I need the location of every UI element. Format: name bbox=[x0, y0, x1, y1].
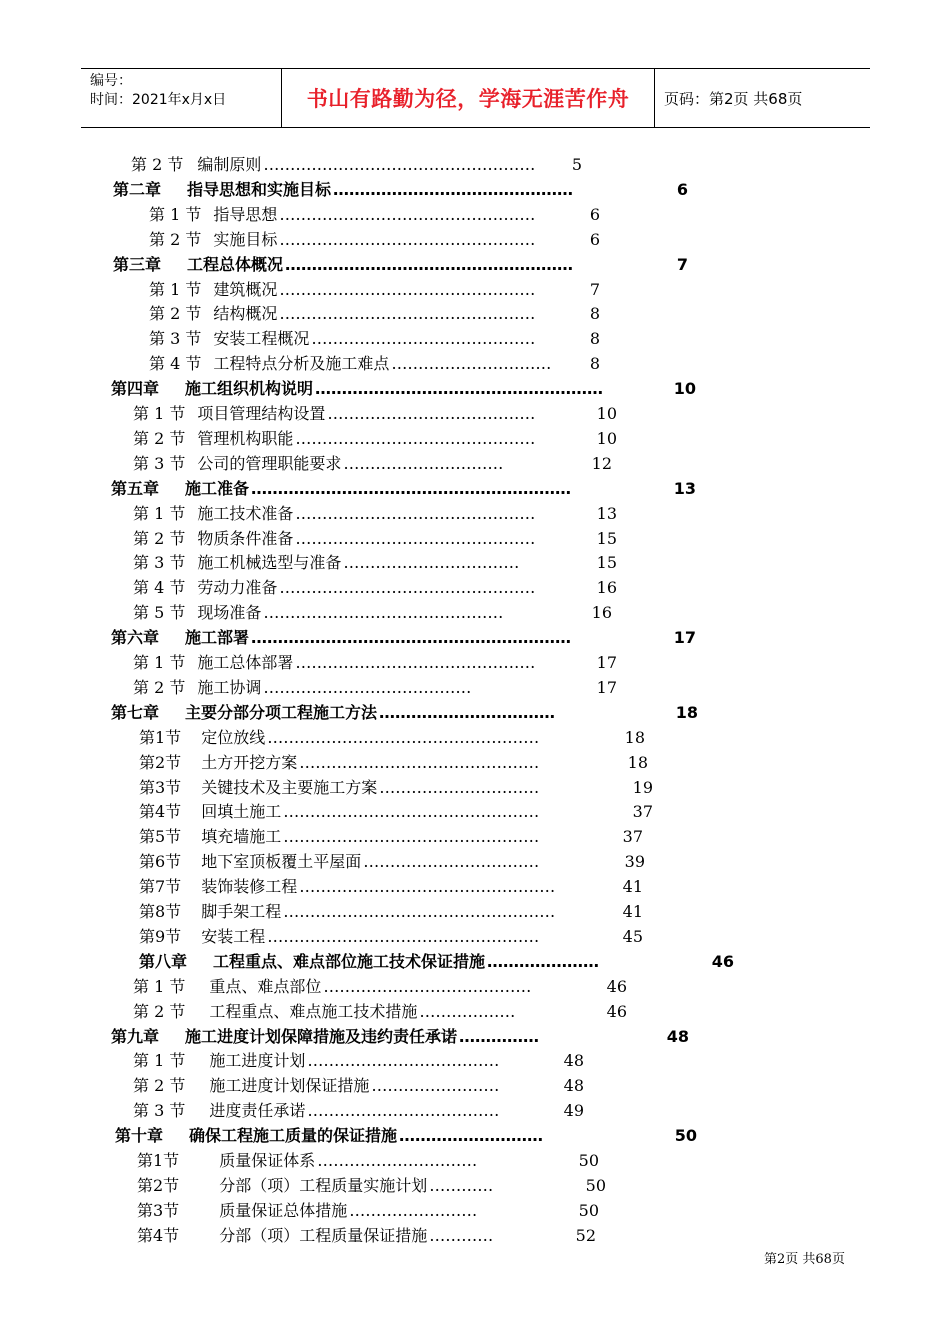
toc-entry-label: 第七章 bbox=[111, 702, 160, 722]
toc-entry-page: 46 bbox=[606, 976, 627, 996]
toc-entry-label: 第1节 bbox=[139, 727, 182, 747]
toc-leader-dots: ……………………………………… bbox=[295, 653, 536, 672]
toc-section-row[interactable] bbox=[149, 277, 600, 302]
toc-entry-page: 49 bbox=[563, 1101, 584, 1121]
toc-entry-label: 第 1 节 bbox=[133, 404, 186, 423]
toc-entry-title: 填充墙施工 bbox=[201, 827, 282, 847]
toc-section-row[interactable] bbox=[133, 675, 617, 700]
toc-entry-page: 16 bbox=[596, 578, 617, 598]
toc-section-row[interactable] bbox=[133, 1048, 584, 1073]
toc-entry-label: 第十章 bbox=[115, 1126, 164, 1146]
toc-entry-page: 50 bbox=[585, 1175, 606, 1195]
toc-entry-label: 第四章 bbox=[111, 379, 160, 399]
toc-entry-title: 分部（项）工程质量保证措施 bbox=[219, 1225, 428, 1245]
toc-entry-title: 地下室顶板覆土平屋面 bbox=[201, 852, 362, 872]
toc-entry-label: 第 1 节 bbox=[133, 503, 186, 523]
toc-entry-title: 项目管理结构设置 bbox=[197, 404, 326, 423]
toc-entry-label: 第三章 bbox=[113, 254, 162, 274]
toc-leader-dots: …………………………………………… bbox=[267, 926, 540, 946]
toc-entry-title: 确保工程施工质量的保证措施 bbox=[189, 1126, 398, 1146]
toc-entry-label: 第4节 bbox=[137, 1225, 180, 1245]
toc-entry-page: 46 bbox=[606, 1001, 627, 1021]
toc-entry-page: 7 bbox=[589, 279, 600, 299]
toc-chapter-row[interactable] bbox=[111, 700, 698, 725]
toc-entry-label: 第五章 bbox=[111, 478, 160, 498]
toc-leader-dots: ………………………………………… bbox=[279, 304, 536, 324]
toc-entry-label: 第 4 节 bbox=[133, 578, 186, 598]
toc-entry-title: 脚手架工程 bbox=[201, 902, 282, 921]
toc-entry-title: 施工总体部署 bbox=[197, 653, 294, 672]
toc-leader-dots: ………………………………… bbox=[327, 404, 536, 423]
toc-section-row[interactable] bbox=[139, 750, 648, 775]
toc-leader-dots: …………………………… bbox=[379, 702, 556, 722]
toc-entry-title: 分部（项）工程质量实施计划 bbox=[219, 1175, 428, 1195]
toc-entry-label: 第 1 节 bbox=[133, 653, 186, 672]
toc-chapter-row[interactable] bbox=[113, 177, 688, 202]
toc-entry-page: 6 bbox=[589, 204, 600, 224]
toc-leader-dots: ………………………… bbox=[343, 453, 504, 473]
toc-leader-dots: …………………… bbox=[349, 1200, 478, 1220]
toc-leader-dots: ………………………………… bbox=[263, 677, 472, 697]
toc-section-row[interactable] bbox=[137, 1173, 606, 1198]
motto: 书山有路勤为径，学海无涯苦作舟 bbox=[306, 87, 630, 111]
toc-entry-label: 第 2 节 bbox=[149, 229, 202, 249]
toc-entry-label: 第 1 节 bbox=[133, 1051, 186, 1071]
toc-entry-page: 18 bbox=[624, 727, 645, 747]
toc-chapter-row[interactable] bbox=[111, 376, 696, 401]
toc-entry-page: 18 bbox=[627, 752, 648, 772]
toc-entry-page: 13 bbox=[673, 478, 696, 498]
toc-section-row[interactable] bbox=[133, 426, 617, 451]
toc-entry-title: 质量保证体系 bbox=[219, 1151, 316, 1170]
toc-entry-label: 第 2 节 bbox=[133, 1001, 186, 1021]
toc-entry-title: 施工进度计划保证措施 bbox=[209, 1076, 370, 1096]
toc-entry-label: 第 3 节 bbox=[133, 553, 186, 573]
toc-section-row[interactable] bbox=[139, 824, 643, 849]
toc-entry-title: 施工进度计划保障措施及违约责任承诺 bbox=[185, 1026, 458, 1046]
toc-entry-title: 装饰装修工程 bbox=[201, 877, 298, 897]
toc-entry-page: 12 bbox=[591, 453, 612, 473]
toc-section-row[interactable] bbox=[137, 1198, 599, 1223]
toc-entry-page: 37 bbox=[632, 802, 653, 822]
toc-entry-label: 第 1 节 bbox=[149, 279, 202, 299]
toc-entry-title: 指导思想 bbox=[213, 204, 278, 224]
toc-entry-page: 48 bbox=[563, 1051, 584, 1071]
toc-entry-title: 关键技术及主要施工方案 bbox=[201, 777, 378, 797]
toc-section-row[interactable] bbox=[133, 501, 617, 526]
toc-entry-page: 16 bbox=[591, 603, 612, 623]
toc-leader-dots: ……………………………………… bbox=[333, 179, 574, 199]
toc-leader-dots: …………………………………………… bbox=[283, 902, 556, 921]
toc-leader-dots: …………………………………………… bbox=[267, 727, 540, 747]
toc-leader-dots: ………………………………………… bbox=[279, 279, 536, 299]
toc-chapter-row[interactable] bbox=[139, 949, 734, 974]
toc-leader-dots: …………………………………… bbox=[311, 329, 536, 349]
toc-entry-title: 施工机械选型与准备 bbox=[197, 553, 342, 573]
toc-entry-label: 第 2 节 bbox=[133, 528, 186, 548]
toc-entry-label: 第八章 bbox=[139, 951, 188, 971]
toc-entry-title: 实施目标 bbox=[213, 229, 278, 249]
toc-entry-label: 第六章 bbox=[111, 628, 160, 648]
toc-entry-page: 19 bbox=[632, 777, 653, 797]
toc-leader-dots: …………………………………………………… bbox=[251, 628, 572, 648]
toc-leader-dots: …………………………… bbox=[363, 852, 540, 872]
toc-entry-title: 施工协调 bbox=[197, 677, 262, 697]
header-page-label: 页码：第2页 共68页 bbox=[664, 89, 803, 108]
toc-entry-label: 第 1 节 bbox=[133, 976, 186, 996]
toc-leader-dots: ……………………………… bbox=[307, 1101, 500, 1121]
toc-section-row[interactable] bbox=[149, 301, 600, 326]
toc-entry-page: 46 bbox=[711, 951, 734, 971]
toc-leader-dots: ………………………………………… bbox=[279, 229, 536, 249]
toc-section-row[interactable] bbox=[133, 451, 612, 476]
toc-entry-page: 37 bbox=[622, 827, 643, 847]
toc-section-row[interactable] bbox=[139, 725, 645, 750]
toc-entry-label: 第 2 节 bbox=[131, 155, 184, 174]
toc-entry-label: 第 2 节 bbox=[133, 1076, 186, 1096]
toc-entry-label: 第4节 bbox=[139, 802, 182, 822]
toc-entry-page: 50 bbox=[674, 1126, 697, 1146]
toc-leader-dots: ………………………………………… bbox=[299, 877, 556, 897]
toc-entry-label: 第 1 节 bbox=[149, 204, 202, 224]
toc-leader-dots: ………………… bbox=[487, 951, 600, 971]
toc-entry-title: 安装工程 bbox=[201, 926, 266, 946]
toc-entry-page: 7 bbox=[676, 254, 688, 274]
toc-leader-dots: ……………………………………… bbox=[295, 428, 536, 448]
toc-entry-label: 第5节 bbox=[139, 827, 182, 847]
toc-entry-page: 10 bbox=[596, 404, 617, 423]
toc-section-row[interactable] bbox=[133, 1073, 584, 1098]
toc-entry-page: 6 bbox=[589, 229, 600, 249]
toc-section-row[interactable] bbox=[131, 152, 582, 177]
toc-entry-label: 第3节 bbox=[139, 777, 182, 797]
toc-entry-page: 10 bbox=[673, 379, 696, 399]
toc-section-row[interactable] bbox=[149, 326, 600, 351]
toc-entry-page: 48 bbox=[563, 1076, 584, 1096]
toc-section-row[interactable] bbox=[133, 974, 627, 999]
toc-chapter-row[interactable] bbox=[111, 1024, 689, 1049]
toc-section-row[interactable] bbox=[139, 899, 643, 924]
toc-entry-title: 施工技术准备 bbox=[197, 503, 294, 523]
toc-entry-label: 第 3 节 bbox=[149, 329, 202, 349]
toc-entry-title: 指导思想和实施目标 bbox=[187, 179, 332, 199]
toc-entry-page: 10 bbox=[596, 428, 617, 448]
toc-leader-dots: ………………………… bbox=[379, 777, 540, 797]
toc-entry-label: 第九章 bbox=[111, 1026, 160, 1046]
toc-entry-title: 定位放线 bbox=[201, 727, 266, 747]
date-label: 时间：2021年x月x日 bbox=[90, 92, 227, 108]
toc-leader-dots: …………………… bbox=[371, 1076, 500, 1096]
toc-entry-label: 第2节 bbox=[137, 1175, 180, 1195]
toc-entry-label: 第3节 bbox=[137, 1200, 180, 1220]
toc-leader-dots: ……………………………………… bbox=[295, 503, 536, 523]
toc-entry-title: 工程重点、难点施工技术措施 bbox=[209, 1001, 418, 1021]
toc-leader-dots: ……………………………………………… bbox=[285, 254, 574, 274]
toc-entry-page: 17 bbox=[673, 628, 696, 648]
toc-entry-page: 41 bbox=[622, 902, 643, 921]
toc-section-row[interactable] bbox=[133, 526, 617, 551]
toc-entry-page: 18 bbox=[675, 702, 698, 722]
toc-entry-page: 48 bbox=[666, 1026, 689, 1046]
toc-entry-label: 第1节 bbox=[137, 1151, 180, 1170]
toc-section-row[interactable] bbox=[133, 401, 617, 426]
toc-leader-dots: ……………………………………… bbox=[263, 603, 504, 623]
toc-entry-title: 土方开挖方案 bbox=[201, 752, 298, 772]
toc-entry-label: 第8节 bbox=[139, 902, 182, 921]
toc-entry-label: 第 3 节 bbox=[133, 453, 186, 473]
toc-leader-dots: ………………………………… bbox=[323, 976, 532, 996]
toc-entry-label: 第7节 bbox=[139, 877, 182, 897]
toc-entry-title: 建筑概况 bbox=[213, 279, 278, 299]
header-motto-cell bbox=[282, 69, 655, 127]
page-footer: 第2页 共68页 bbox=[764, 1252, 845, 1267]
toc-entry-title: 主要分部分项工程施工方法 bbox=[185, 702, 378, 722]
toc-entry-title: 工程重点、难点部位施工技术保证措施 bbox=[213, 951, 486, 971]
toc-entry-label: 第2节 bbox=[139, 752, 182, 772]
toc-section-row[interactable] bbox=[133, 575, 617, 600]
toc-entry-page: 45 bbox=[622, 926, 643, 946]
toc-entry-title: 工程总体概况 bbox=[187, 254, 284, 274]
toc-leader-dots: ………………………………………… bbox=[283, 802, 540, 822]
toc-leader-dots: ………………………… bbox=[317, 1151, 478, 1170]
toc-section-row[interactable] bbox=[133, 600, 612, 625]
toc-entry-title: 重点、难点部位 bbox=[209, 976, 322, 996]
toc-section-row[interactable] bbox=[133, 650, 617, 675]
toc-chapter-row[interactable] bbox=[113, 252, 688, 277]
toc-section-row[interactable] bbox=[149, 202, 600, 227]
toc-chapter-row[interactable] bbox=[111, 476, 696, 501]
toc-entry-page: 8 bbox=[589, 304, 600, 324]
toc-leader-dots: ……………………………………………… bbox=[315, 379, 604, 399]
toc-entry-page: 8 bbox=[589, 354, 600, 374]
toc-leader-dots: ………………………………………… bbox=[279, 204, 536, 224]
toc-entry-label: 第6节 bbox=[139, 852, 182, 872]
toc-entry-label: 第 2 节 bbox=[149, 304, 202, 324]
toc-leader-dots: ……………………………… bbox=[307, 1051, 500, 1071]
toc-leader-dots: ……………………… bbox=[399, 1126, 544, 1146]
toc-entry-title: 质量保证总体措施 bbox=[219, 1200, 348, 1220]
toc-entry-title: 编制原则 bbox=[197, 155, 262, 174]
header-page-cell bbox=[655, 69, 870, 127]
toc-entry-label: 第 2 节 bbox=[133, 677, 186, 697]
toc-leader-dots: ………………………………………… bbox=[279, 578, 536, 598]
toc-section-row[interactable] bbox=[137, 1148, 599, 1173]
toc-section-row[interactable] bbox=[133, 999, 627, 1024]
toc-entry-page: 13 bbox=[596, 503, 617, 523]
toc-entry-page: 15 bbox=[596, 528, 617, 548]
toc-entry-page: 6 bbox=[676, 179, 688, 199]
toc-section-row[interactable] bbox=[133, 550, 617, 575]
toc-section-row[interactable] bbox=[133, 1098, 584, 1123]
toc-entry-title: 管理机构职能 bbox=[197, 428, 294, 448]
toc-entry-title: 公司的管理职能要求 bbox=[197, 453, 342, 473]
toc-leader-dots: ……………………………………… bbox=[295, 528, 536, 548]
code-label: 编号： bbox=[90, 73, 132, 89]
toc-leader-dots: …………………………………………… bbox=[263, 155, 536, 174]
toc-leader-dots: ………… bbox=[429, 1175, 494, 1195]
toc-leader-dots: …………………………… bbox=[343, 553, 520, 573]
toc-section-row[interactable] bbox=[139, 849, 645, 874]
toc-entry-title: 回填土施工 bbox=[201, 802, 282, 822]
toc-entry-page: 41 bbox=[622, 877, 643, 897]
toc-entry-label: 第 2 节 bbox=[133, 428, 186, 448]
toc-section-row[interactable] bbox=[139, 924, 643, 949]
toc-section-row[interactable] bbox=[137, 1223, 596, 1248]
toc-leader-dots: ………………………………………… bbox=[283, 827, 540, 847]
toc-section-row[interactable] bbox=[149, 351, 600, 376]
toc-entry-title: 进度责任承诺 bbox=[209, 1101, 306, 1121]
toc-entry-page: 50 bbox=[578, 1151, 599, 1170]
toc-section-row[interactable] bbox=[139, 799, 653, 824]
toc-entry-title: 安装工程概况 bbox=[213, 329, 310, 349]
toc-leader-dots: …………………………………………………… bbox=[251, 478, 572, 498]
toc-leader-dots: ………… bbox=[429, 1225, 494, 1245]
toc-leader-dots: ……………………………………… bbox=[299, 752, 540, 772]
toc-entry-title: 结构概况 bbox=[213, 304, 278, 324]
toc-entry-page: 17 bbox=[596, 677, 617, 697]
toc-entry-page: 15 bbox=[596, 553, 617, 573]
toc-section-row[interactable] bbox=[139, 775, 653, 800]
toc-leader-dots: ………………………… bbox=[391, 354, 552, 374]
toc-entry-title: 劳动力准备 bbox=[197, 578, 278, 598]
toc-entry-title: 物质条件准备 bbox=[197, 528, 294, 548]
toc-section-row[interactable] bbox=[149, 227, 600, 252]
toc-entry-page: 50 bbox=[578, 1200, 599, 1220]
toc-entry-title: 施工部署 bbox=[185, 628, 250, 648]
toc-chapter-row[interactable] bbox=[115, 1123, 697, 1148]
toc-entry-title: 现场准备 bbox=[197, 603, 262, 623]
toc-entry-title: 工程特点分析及施工难点 bbox=[213, 354, 390, 374]
toc-entry-page: 5 bbox=[571, 155, 582, 174]
header-meta bbox=[81, 69, 282, 127]
page-header bbox=[81, 68, 870, 128]
toc-entry-page: 39 bbox=[624, 852, 645, 872]
toc-entry-label: 第 4 节 bbox=[149, 354, 202, 374]
toc-entry-title: 施工进度计划 bbox=[209, 1051, 306, 1071]
toc-entry-label: 第二章 bbox=[113, 179, 162, 199]
toc-entry-title: 施工准备 bbox=[185, 478, 250, 498]
toc-entry-label: 第9节 bbox=[139, 926, 182, 946]
toc-leader-dots: ……………… bbox=[419, 1001, 516, 1021]
toc-section-row[interactable] bbox=[139, 874, 643, 899]
toc-entry-page: 8 bbox=[589, 329, 600, 349]
toc-leader-dots: …………… bbox=[459, 1026, 540, 1046]
toc-entry-title: 施工组织机构说明 bbox=[185, 379, 314, 399]
toc-entry-label: 第 5 节 bbox=[133, 603, 186, 623]
toc-entry-label: 第 3 节 bbox=[133, 1101, 186, 1121]
toc-entry-page: 17 bbox=[596, 653, 617, 672]
toc-chapter-row[interactable] bbox=[111, 625, 696, 650]
toc-entry-page: 52 bbox=[575, 1225, 596, 1245]
